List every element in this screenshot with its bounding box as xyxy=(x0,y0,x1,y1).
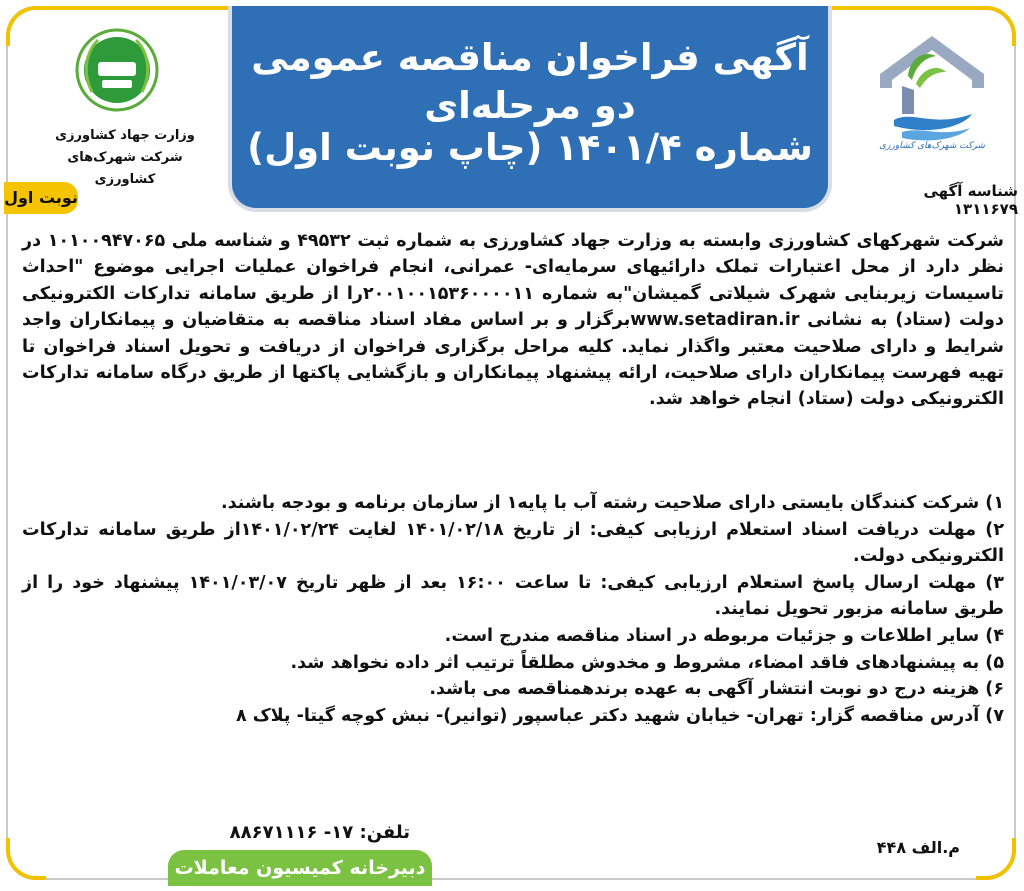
page-title: آگهی فراخوان مناقصه عمومی دو مرحله‌ای xyxy=(251,36,809,127)
condition-item: ۶) هزینه درج دو نوبت انتشار آگهی به عهده برندهمناقصه می باشد. xyxy=(429,679,1004,700)
company-logo xyxy=(872,28,992,168)
secretariat-banner: دبیرخانه کمیسیون معاملات xyxy=(168,850,432,886)
condition-item: ۲) مهلت دریافت اسناد استعلام ارزیابی کیفی: از تاریخ ۱۴۰۱/۰۲/۱۸ لغایت ۱۴۰۱/۰۲/۲۴از طریق سامانه تدارکات الکترونیکی دولت. xyxy=(22,519,1004,567)
condition-item: ۷) آدرس مناقصه گزار: تهران- خیابان شهید دکتر عباسپور (توانیر)- نبش کوچه گیتا- پلاک ۸ xyxy=(235,705,1004,726)
announcement-body xyxy=(22,228,1004,413)
ad-id: شناسه آگهی ۱۳۱۱۶۷۹ xyxy=(923,182,1018,218)
reference-code: م.الف ۴۴۸ xyxy=(876,838,960,857)
tender-number: شماره ۱۴۰۱/۴ (چاپ نوبت اول) xyxy=(247,126,813,169)
ministry-logo xyxy=(62,22,172,122)
conditions-list xyxy=(22,490,1004,729)
phone-number: تلفن: ۱۷- ۸۸۶۷۱۱۱۶ xyxy=(229,822,410,843)
page-border-accent-bottom-right xyxy=(976,838,1016,880)
condition-item: ۴) سایر اطلاعات و جزئیات مربوطه در اسناد مناقصه مندرج است. xyxy=(444,625,1004,646)
page-border-accent-bottom-left xyxy=(6,838,46,880)
title-banner xyxy=(228,6,832,212)
condition-item: ۵) به پیشنهادهای فاقد امضاء، مشروط و مخدوش مطلقاً ترتیب اثر داده نخواهد شد. xyxy=(290,652,1004,673)
ministry-name: وزارت جهاد کشاورزی xyxy=(55,128,195,143)
publication-turn-badge: نوبت اول xyxy=(4,182,78,214)
announcement-paragraph: شرکت شهرکهای کشاورزی وابسته به وزارت جهاد کشاورزی به شماره ثبت ۴۹۵۳۲ و شناسه ملی ۱۰۱۰۰۹۴۷۰۶۵ در نظر دارد از محل اعتبارات تملک دارائیهای سرمایه‌ای- عمرانی، انجام فراخوان عملیات اجرایی موضوع "احداث تاسیسات زیربنایی شهرک شیلاتی گمیشان"به شماره ۲۰۰۱۰۰۱۵۳۶۰۰۰۰۱۱را از طریق سامانه تدارکات الکترونیکی دولت (ستاد) به نشانی www.setadiran.irبرگزار و بر اساس مفاد اسناد مناقصه به متقاضیان و پیمانکاران واجد شرایط و دارای صلاحیت معتبر واگذار نماید. کلیه مراحل برگزاری فراخوان از دریافت و تحویل اسناد فراخوان تا تهیه فهرست پیمانکاران دارای صلاحیت، ارائه پیشنهاد پیمانکاران و بازگشایی پاکتها از طریق درگاه سامانه تدارکات الکترونیکی دولت (ستاد) انجام خواهد شد. xyxy=(22,231,1005,410)
company-logo-label: شرکت شهرک‌های کشاورزی xyxy=(879,141,985,151)
company-name: شرکت شهرک‌های کشاورزی xyxy=(67,150,183,187)
condition-item: ۱) شرکت کنندگان بایستی دارای صلاحیت رشته آب با پایه۱ از سازمان برنامه و بودجه باشند. xyxy=(220,493,1004,513)
condition-item: ۳) مهلت ارسال پاسخ استعلام ارزیابی کیفی: تا ساعت ۱۶:۰۰ بعد از ظهر تاریخ ۱۴۰۱/۰۳/۰۷ پیشنهاد خود را از طریق سامانه مزبور تحویل نمایند. xyxy=(22,572,1004,620)
